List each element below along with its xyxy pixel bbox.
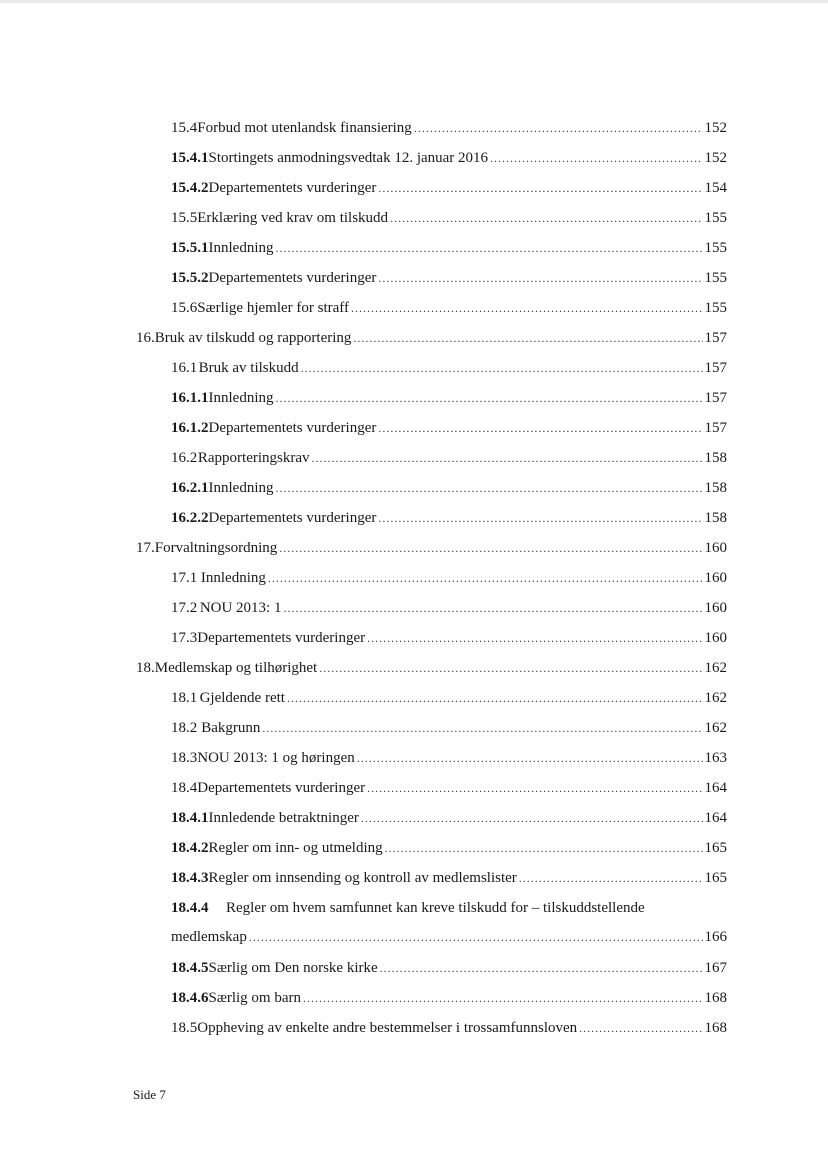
toc-entry-title: Innledende betraktninger xyxy=(208,810,359,826)
toc-entry-page: 158 xyxy=(704,480,727,496)
toc-entry-page: 162 xyxy=(704,660,727,676)
toc-entry-number: 16.1.2 xyxy=(171,420,209,436)
toc-entry-title: Innledning xyxy=(208,390,274,406)
toc-entry-page: 160 xyxy=(704,600,727,616)
toc-dot-leader xyxy=(385,838,703,858)
toc-entry-title: Departementets vurderinger xyxy=(208,270,377,286)
toc-entry-page: 162 xyxy=(704,690,727,706)
toc-entry-title: Departementets vurderinger xyxy=(197,780,366,796)
toc-entry[interactable] xyxy=(171,958,727,978)
toc-entry-page: 160 xyxy=(704,630,727,646)
toc-dot-leader xyxy=(351,298,702,318)
page-number-footer: Side 7 xyxy=(133,1087,166,1102)
toc-entry-number: 15.5 xyxy=(171,210,198,226)
toc-entry-page: 158 xyxy=(704,510,727,526)
toc-dot-leader xyxy=(276,478,703,498)
toc-entry-title: Regler om hvem samfunnet kan kreve tilskudd for – tilskuddstellende xyxy=(226,900,645,916)
toc-entry-title: NOU 2013: 1 xyxy=(199,600,282,616)
toc-dot-leader xyxy=(319,658,702,678)
toc-entry-title: Departementets vurderinger xyxy=(208,420,377,436)
toc-entry-page: 154 xyxy=(704,180,727,196)
toc-entry[interactable] xyxy=(171,298,727,318)
toc-entry-number: 18.4 xyxy=(171,780,198,796)
toc-entry-number: 17.1 xyxy=(171,570,198,586)
toc-dot-leader xyxy=(353,328,702,348)
toc-dot-leader xyxy=(249,927,703,947)
toc-entry-page: 152 xyxy=(704,150,727,166)
toc-dot-leader xyxy=(378,268,702,288)
toc-entry-page: 155 xyxy=(704,300,727,316)
toc-dot-leader xyxy=(367,628,702,648)
toc-dot-leader xyxy=(414,118,703,138)
toc-entry-page: 167 xyxy=(704,960,727,976)
toc-entry-number: 16.2.1 xyxy=(171,480,209,496)
toc-entry-number: 18.4.6 xyxy=(171,990,209,1006)
toc-dot-leader xyxy=(380,958,703,978)
toc-entry-number: 15.4 xyxy=(171,120,198,136)
toc-entry-number: 18.1 xyxy=(171,690,198,706)
toc-entry-page: 163 xyxy=(704,750,727,766)
toc-dot-leader xyxy=(579,1018,702,1038)
toc-entry-page: 157 xyxy=(704,390,727,406)
toc-entry-number: 18.4.2 xyxy=(171,840,209,856)
toc-entry-page: 164 xyxy=(704,780,727,796)
toc-entry-title: Bakgrunn xyxy=(201,720,261,736)
toc-entry-title: Bruk av tilskudd xyxy=(198,360,299,376)
toc-entry-title: Regler om inn- og utmelding xyxy=(208,840,383,856)
toc-entry-number: 18.5 xyxy=(171,1020,198,1036)
toc-entry-title-continued: medlemskap xyxy=(171,929,247,945)
toc-dot-leader xyxy=(390,208,702,228)
toc-entry-title: Innledning xyxy=(208,480,274,496)
toc-entry-title: Gjeldende rett xyxy=(199,690,285,706)
toc-dot-leader xyxy=(276,238,703,258)
toc-entry-page: 165 xyxy=(704,840,727,856)
toc-entry[interactable] xyxy=(171,448,727,468)
toc-dot-leader xyxy=(283,598,702,618)
toc-entry[interactable] xyxy=(171,358,727,378)
toc-entry[interactable] xyxy=(171,808,727,828)
toc-entry-title: Særlig om Den norske kirke xyxy=(208,960,378,976)
toc-entry-page: 168 xyxy=(704,990,727,1006)
toc-dot-leader xyxy=(357,748,703,768)
toc-dot-leader xyxy=(519,868,703,888)
toc-entry[interactable] xyxy=(171,598,727,618)
toc-entry-page: 168 xyxy=(704,1020,727,1036)
toc-entry-page: 158 xyxy=(704,450,727,466)
toc-entry[interactable] xyxy=(171,238,727,258)
toc-entry-number: 17.3 xyxy=(171,630,198,646)
toc-entry-page: 166 xyxy=(704,929,727,945)
toc-entry-title: Departementets vurderinger xyxy=(208,180,377,196)
toc-dot-leader xyxy=(367,778,702,798)
toc-entry[interactable] xyxy=(171,1018,727,1038)
toc-entry-title: Innledning xyxy=(208,240,274,256)
toc-entry-number: 15.6 xyxy=(171,300,198,316)
toc-entry[interactable] xyxy=(171,718,727,738)
toc-entry[interactable] xyxy=(171,418,727,438)
toc-entry-title: Særlige hjemler for straff xyxy=(197,300,350,316)
toc-entry-number: 18. xyxy=(136,660,155,676)
toc-entry[interactable] xyxy=(171,868,727,888)
toc-entry[interactable] xyxy=(136,328,727,348)
toc-entry[interactable] xyxy=(171,748,727,768)
toc-entry-title: Særlig om barn xyxy=(208,990,301,1006)
toc-entry[interactable] xyxy=(136,658,727,678)
toc-entry-number: 18.2 xyxy=(171,720,198,736)
toc-entry-title: Medlemskap og tilhørighet xyxy=(154,660,318,676)
toc-entry-title: Bruk av tilskudd og rapportering xyxy=(154,330,352,346)
toc-entry-page: 155 xyxy=(704,210,727,226)
toc-dot-leader xyxy=(268,568,703,588)
toc-entry-number: 18.3 xyxy=(171,750,198,766)
toc-entry-title: Rapporteringskrav xyxy=(197,450,310,466)
toc-entry[interactable] xyxy=(171,268,727,288)
toc-entry-page: 155 xyxy=(704,240,727,256)
toc-entry-title: Departementets vurderinger xyxy=(208,510,377,526)
toc-entry[interactable] xyxy=(171,688,727,708)
toc-dot-leader xyxy=(287,688,703,708)
toc-entry-title: Departementets vurderinger xyxy=(197,630,366,646)
toc-entry-number: 15.5.1 xyxy=(171,240,209,256)
toc-entry[interactable] xyxy=(171,118,727,138)
toc-entry-number: 15.5.2 xyxy=(171,270,209,286)
toc-entry-number: 18.4.1 xyxy=(171,810,209,826)
toc-entry[interactable] xyxy=(136,538,727,558)
toc-entry-title: Forbud mot utenlandsk finansiering xyxy=(197,120,412,136)
toc-entry-number: 17. xyxy=(136,540,155,556)
toc-entry-number: 16.1.1 xyxy=(171,390,209,406)
toc-entry-page: 162 xyxy=(704,720,727,736)
toc-entry[interactable] xyxy=(171,388,727,408)
toc-entry-title: Erklæring ved krav om tilskudd xyxy=(197,210,389,226)
toc-entry-page: 157 xyxy=(704,360,727,376)
toc-dot-leader xyxy=(303,988,703,1008)
toc-entry[interactable] xyxy=(171,898,727,947)
toc-entry-page: 157 xyxy=(704,420,727,436)
toc-entry[interactable] xyxy=(171,208,727,228)
toc-entry-number: 18.4.4 xyxy=(171,900,209,916)
toc-entry-number: 17.2 xyxy=(171,600,198,616)
toc-entry-page: 160 xyxy=(704,570,727,586)
toc-entry-title: Innledning xyxy=(200,570,266,586)
toc-dot-leader xyxy=(378,178,702,198)
toc-entry-number: 16.2 xyxy=(171,450,198,466)
toc-dot-leader xyxy=(312,448,703,468)
toc-dot-leader xyxy=(262,718,702,738)
toc-entry-title: Stortingets anmodningsvedtak 12. januar 2016 xyxy=(208,150,489,166)
toc-entry-number: 18.4.3 xyxy=(171,870,209,886)
toc-entry-number: 16.1 xyxy=(171,360,198,376)
toc-entry[interactable] xyxy=(171,628,727,648)
toc-entry-page: 155 xyxy=(704,270,727,286)
toc-entry[interactable] xyxy=(171,478,727,498)
toc-entry-title: NOU 2013: 1 og høringen xyxy=(197,750,355,766)
toc-entry[interactable] xyxy=(171,508,727,528)
toc-entry[interactable] xyxy=(171,178,727,198)
toc-entry-page: 164 xyxy=(704,810,727,826)
toc-entry[interactable] xyxy=(171,988,727,1008)
toc-entry-page: 165 xyxy=(704,870,727,886)
toc-entry-title: Oppheving av enkelte andre bestemmelser i trossamfunnsloven xyxy=(197,1020,578,1036)
toc-dot-leader xyxy=(276,388,703,408)
toc-entry-number: 15.4.2 xyxy=(171,180,209,196)
toc-dot-leader xyxy=(279,538,702,558)
toc-entry[interactable] xyxy=(171,778,727,798)
toc-entry[interactable] xyxy=(171,568,727,588)
toc-dot-leader xyxy=(490,148,702,168)
toc-entry[interactable] xyxy=(171,148,727,168)
toc-entry-number: 16.2.2 xyxy=(171,510,209,526)
toc-entry-number: 16. xyxy=(136,330,155,346)
toc-entry-title: Regler om innsending og kontroll av medlemslister xyxy=(208,870,517,886)
toc-entry-title: Forvaltningsordning xyxy=(154,540,278,556)
toc-dot-leader xyxy=(301,358,703,378)
toc-entry-number: 15.4.1 xyxy=(171,150,209,166)
toc-dot-leader xyxy=(378,418,702,438)
toc-entry-page: 152 xyxy=(704,120,727,136)
toc-entry-page: 157 xyxy=(704,330,727,346)
toc-dot-leader xyxy=(378,508,702,528)
toc-entry-number: 18.4.5 xyxy=(171,960,209,976)
toc-entry-page: 160 xyxy=(704,540,727,556)
toc-entry[interactable] xyxy=(171,838,727,858)
toc-dot-leader xyxy=(361,808,703,828)
